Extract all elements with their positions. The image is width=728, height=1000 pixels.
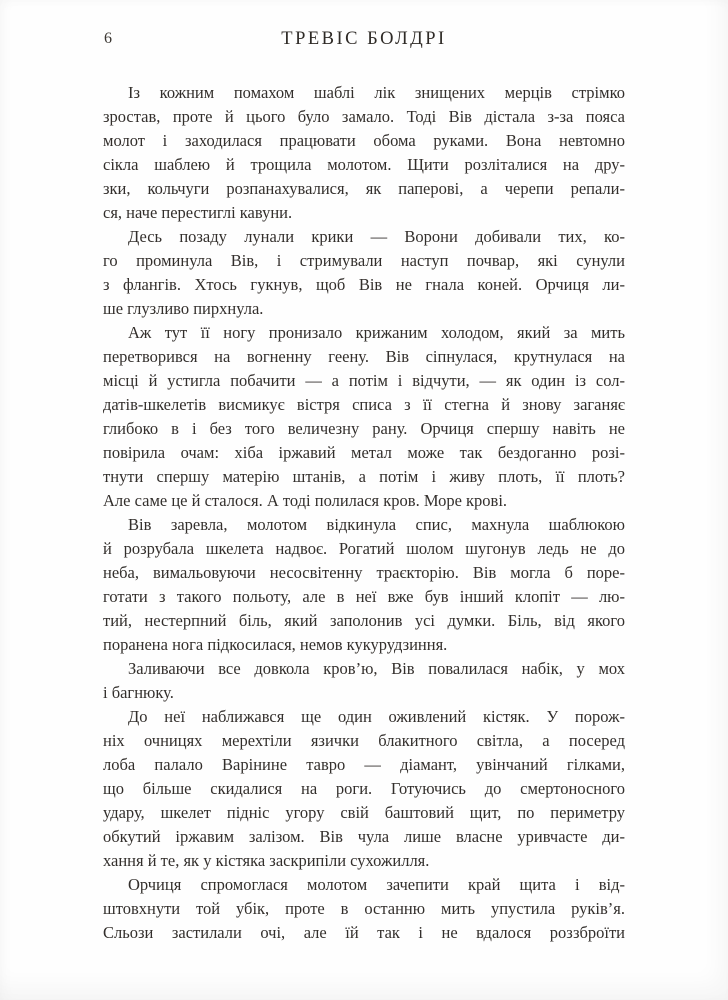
paragraph <box>103 513 625 657</box>
text-line: Заливаючи все довкола кров’ю, Вів повалилася набік, у мох <box>128 659 625 678</box>
text-line: штовхнути той убік, проте в останню мить упустила руків’я. <box>103 899 625 918</box>
text-line: з флангів. Хтось гукнув, щоб Вів не гнала коней. Орчиця ли- <box>103 275 625 294</box>
text-line: місці й устигла побачити — а потім і відчути, — як один із сол- <box>103 371 625 390</box>
text-line: датів-шкелетів висмикує вістря списа з її стегна й знову заганяє <box>103 395 625 414</box>
text-line: що більше скидалися на роги. Готуючись до смертоносного <box>103 779 625 798</box>
text-line: ся, наче перестиглі кавуни. <box>103 203 293 222</box>
text-line: го проминула Вів, і стримували наступ почвар, які сунули <box>103 251 625 270</box>
text-line: поранена нога підкосилася, немов кукурудзиння. <box>103 635 448 654</box>
text-line: зростав, проте й цього було замало. Тоді Вів дістала з-за пояса <box>103 107 625 126</box>
text-line: сікла шаблею й трощила молотом. Щити розліталися на дру- <box>103 155 625 174</box>
text-line: Сльози застилали очі, але їй так і не вдалося роззброїти <box>103 923 625 942</box>
text-line: молот і заходилася працювати обома руками. Вона невтомно <box>103 131 625 150</box>
page-number: 6 <box>104 30 112 47</box>
text-line: неба, вимальовуючи несосвітенну траєкторію. Вів могла б поре- <box>103 563 625 582</box>
text-line: і багнюку. <box>103 683 174 702</box>
running-title: ТРЕВІС БОЛДРІ <box>281 29 447 49</box>
text-line: Вів заревла, молотом відкинула спис, махнула шаблюкою <box>128 515 625 534</box>
text-line: удару, шкелет підніс угору свій баштовий щит, по периметру <box>103 803 625 822</box>
page-header <box>103 27 625 51</box>
paragraph <box>103 873 625 945</box>
body-text <box>103 81 625 945</box>
text-line: До неї наближався ще один оживлений кістяк. У порож- <box>128 707 625 726</box>
text-line: Аж тут її ногу пронизало крижаним холодом, який за мить <box>128 323 625 342</box>
text-line: обкутий іржавим залізом. Вів чула лише власне уривчасте ди- <box>103 827 625 846</box>
text-line: готати з такого польоту, але в неї вже був інший клопіт — лю- <box>103 587 625 606</box>
text-line: ніх очницях мерехтіли язички блакитного світла, а посеред <box>103 731 625 750</box>
text-line: хання й те, як у кістяка заскрипіли сухожилля. <box>103 851 430 870</box>
text-line: зки, кольчуги розпанахувалися, як паперові, а черепи репали- <box>103 179 625 198</box>
text-line: ше глузливо пирхнула. <box>103 299 264 318</box>
paragraph <box>103 225 625 321</box>
paragraph <box>103 81 625 225</box>
text-line: глибоко в і без того величезну рану. Орчиця спершу навіть не <box>103 419 625 438</box>
text-line: перетворився на вогненну геену. Вів сіпнулася, крутнулася на <box>103 347 625 366</box>
text-line: Але саме це й сталося. А тоді полилася кров. Море крові. <box>103 491 508 510</box>
text-line: тий, нестерпний біль, який заполонив усі думки. Біль, від якого <box>103 611 625 630</box>
paragraph <box>103 657 625 705</box>
text-line: Із кожним помахом шаблі лік знищених мерців стрімко <box>128 83 625 102</box>
text-line: й розрубала шкелета надвоє. Рогатий шолом шугонув ледь не до <box>103 539 625 558</box>
text-line: Орчиця спромоглася молотом зачепити край щита і від- <box>128 875 625 894</box>
paragraph <box>103 705 625 873</box>
paragraph <box>103 321 625 513</box>
text-line: тнути спершу матерію штанів, а потім і живу плоть, її плоть? <box>103 467 625 486</box>
text-line: лоба палало Варінине тавро — діамант, увінчаний гілками, <box>103 755 625 774</box>
text-line: Десь позаду лунали крики — Ворони добивали тих, ко- <box>128 227 625 246</box>
text-line: повірила очам: хіба іржавий метал може так бездоганно розі- <box>103 443 625 462</box>
